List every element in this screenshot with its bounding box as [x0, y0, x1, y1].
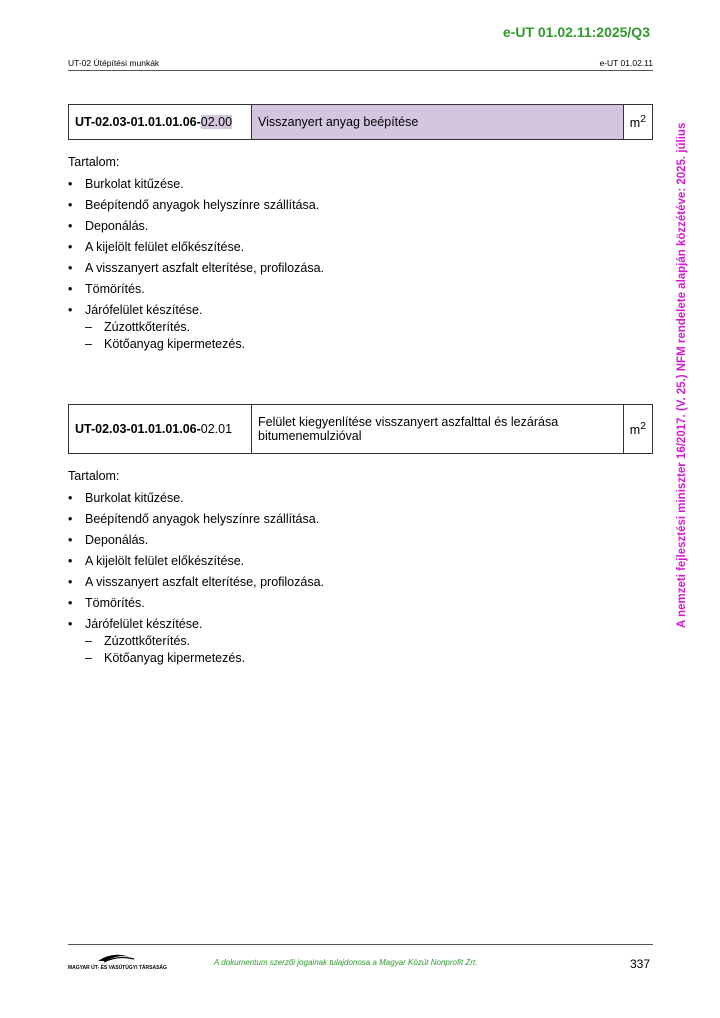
society-logo [68, 949, 168, 971]
sub-item: – Kötőanyag kipermetezés. [85, 651, 246, 665]
list-item: • Deponálás. [68, 533, 149, 547]
footer-rule [68, 944, 653, 945]
item-code: UT-02.03-01.01.01.06-02.01 [69, 405, 252, 454]
logo-text: MAGYAR ÚT- ÉS VASÚTÜGYI TÁRSASÁG [68, 965, 167, 971]
sub-item: – Kötőanyag kipermetezés. [85, 337, 246, 351]
list-item: • Tömörítés. [68, 596, 145, 610]
list-item: • A visszanyert aszfalt elterítése, profilozása. [68, 575, 324, 589]
sub-item: – Zúzottkőterítés. [85, 320, 191, 334]
content-label: Tartalom: [68, 155, 120, 169]
item-content [68, 155, 628, 358]
document-code: e-UT 01.02.11:2025/Q3 [502, 24, 650, 40]
chapter-label: UT-02 Útépítési munkák [68, 58, 160, 68]
item-title: Felület kiegyenlítése visszanyert aszfalttal és lezárása bitumenemulzióval [252, 405, 624, 454]
page-number: 337 [630, 957, 651, 971]
item-table [68, 404, 653, 454]
item-table [68, 104, 653, 140]
item-title: Visszanyert anyag beépítése [252, 105, 624, 140]
list-item: • A kijelölt felület előkészítése. [68, 554, 245, 568]
list-item: • Járófelület készítése. – Zúzottkőterítés. – Kötőanyag kipermetezés. [68, 303, 628, 351]
list-item: • Burkolat kitűzése. [68, 177, 184, 191]
standard-label: e-UT 01.02.11 [599, 58, 653, 68]
item-unit: $m^2$ [623, 405, 652, 454]
list-item: • Tömörítés. [68, 282, 145, 296]
list-item: • A kijelölt felület előkészítése. [68, 240, 245, 254]
list-item: • Deponálás. [68, 219, 149, 233]
item-content [68, 469, 628, 672]
list-item: • Burkolat kitűzése. [68, 491, 184, 505]
sub-item: – Zúzottkőterítés. [85, 634, 191, 648]
running-header [68, 58, 653, 71]
item-unit: $m^2$ [623, 105, 652, 140]
logo-swoosh-icon [68, 949, 168, 965]
item-code: UT-02.03-01.01.01.06-02.00 [69, 105, 252, 140]
list-item: • Beépítendő anyagok helyszínre szállítása. [68, 198, 320, 212]
list-item: • A visszanyert aszfalt elterítése, profilozása. [68, 261, 324, 275]
copyright-note: A dokumentum szerzői jogainak tulajdonosa a Magyar Közút Nonprofit Zrt. [214, 958, 478, 967]
list-item: • Járófelület készítése. – Zúzottkőterítés. – Kötőanyag kipermetezés. [68, 617, 628, 665]
publication-note: A nemzeti fejlesztési miniszter 16/2017. (V. 25.) NFM rendelete alapján közzétéve: 2025. július [676, 122, 688, 628]
content-label: Tartalom: [68, 469, 120, 483]
list-item: • Beépítendő anyagok helyszínre szállítása. [68, 512, 320, 526]
